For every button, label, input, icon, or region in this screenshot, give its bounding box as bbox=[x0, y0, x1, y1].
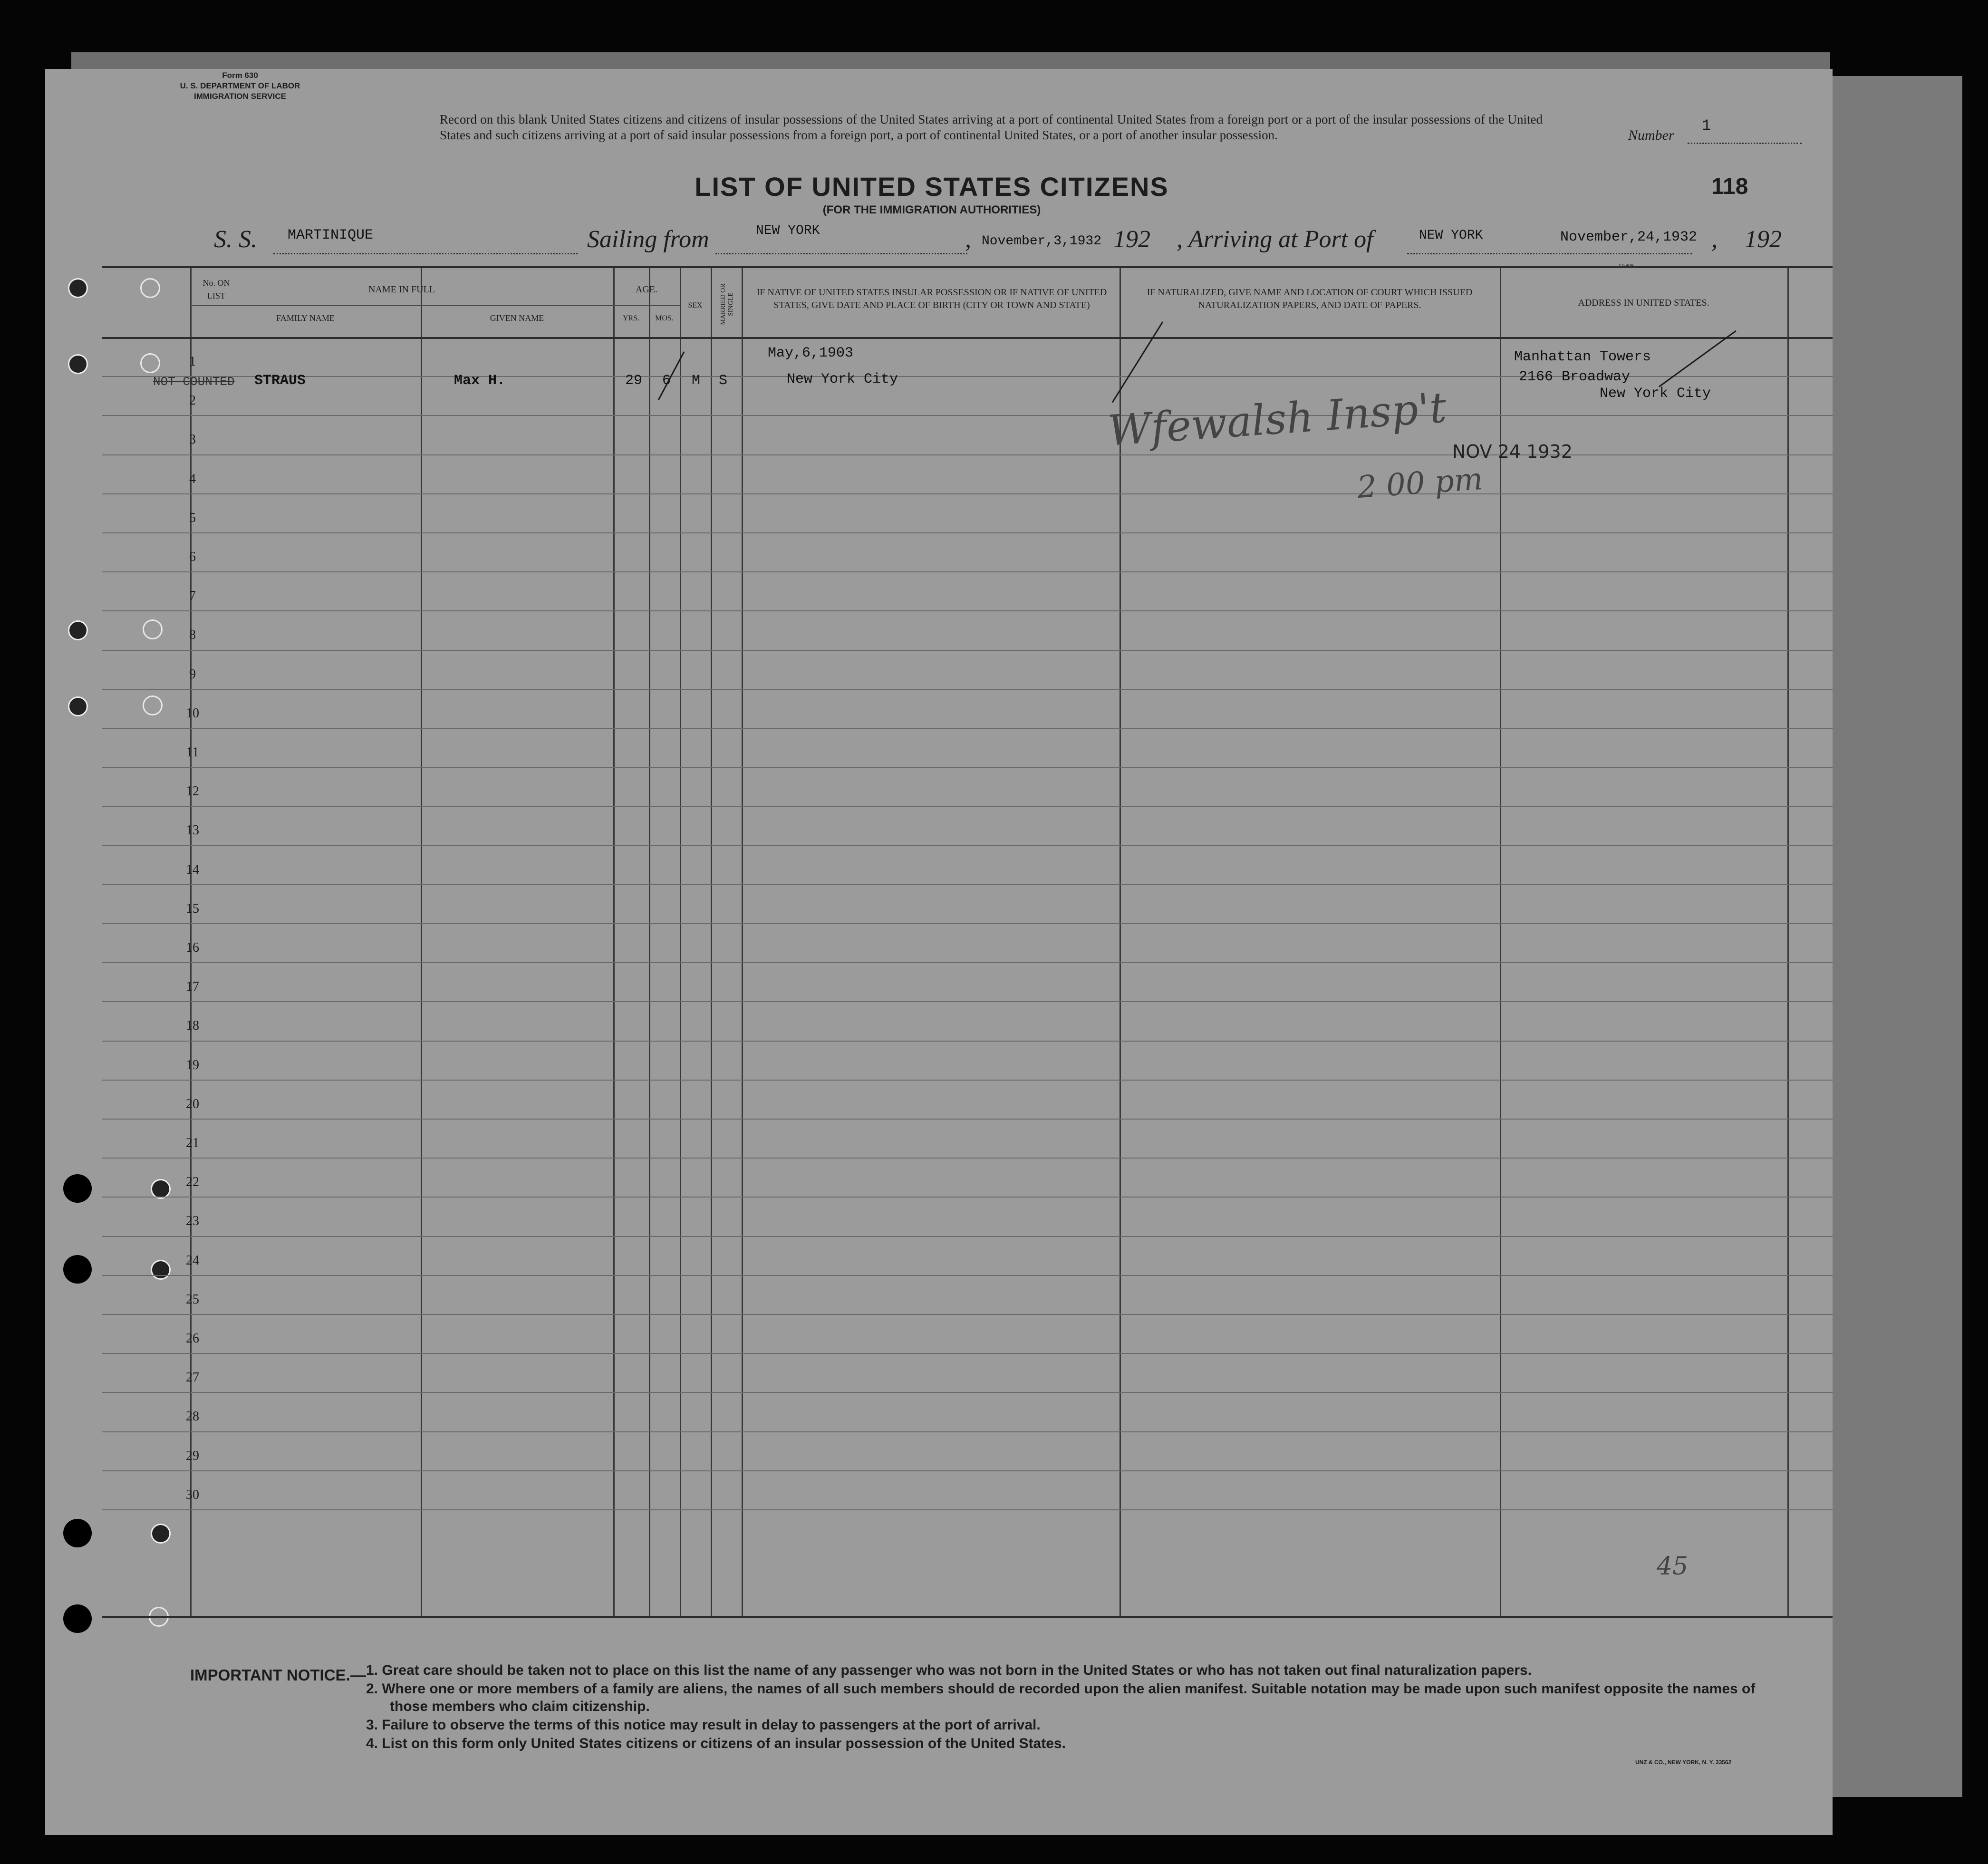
margin-note: NOT COUNTED bbox=[153, 375, 235, 389]
sailing-port: NEW YORK bbox=[756, 223, 820, 238]
header-naturalized: IF NATURALIZED, GIVE NAME AND LOCATION OF COURT WHICH ISSUED NATURALIZATION PAPERS, AND DATE OF PAPERS. bbox=[1147, 287, 1473, 310]
row-line bbox=[102, 493, 1833, 494]
row-number: 17 bbox=[186, 979, 199, 995]
row-line bbox=[102, 806, 1833, 807]
notice-item: 4. List on this form only United States citizens or citizens of an insular possession of the United States. bbox=[366, 1736, 1066, 1751]
entry-address-2: 2166 Broadway bbox=[1519, 369, 1631, 385]
row-number: 13 bbox=[186, 823, 199, 838]
date-stamp: NOV 24 1932 bbox=[1452, 441, 1573, 462]
year-suffix-1: 192 bbox=[1113, 226, 1150, 253]
row-line bbox=[102, 962, 1833, 963]
row-number: 29 bbox=[186, 1448, 199, 1463]
binder-hole bbox=[68, 354, 88, 374]
header-yrs: YRS. bbox=[622, 314, 640, 322]
row-line bbox=[102, 650, 1833, 651]
small-form-code: 14-808 bbox=[1619, 263, 1634, 269]
header-subline bbox=[190, 305, 680, 306]
row-number: 8 bbox=[189, 628, 196, 643]
header-given-name: GIVEN NAME bbox=[490, 313, 544, 323]
row-line bbox=[102, 923, 1833, 924]
col-line bbox=[1119, 268, 1121, 1616]
header-name-in-full: NAME IN FULL bbox=[368, 284, 435, 295]
row-line bbox=[102, 767, 1833, 768]
col-line bbox=[742, 268, 743, 1616]
entry-mos: 6 bbox=[662, 373, 671, 389]
col-line bbox=[680, 268, 681, 1616]
entry-yrs: 29 bbox=[625, 373, 643, 389]
row-number: 1 bbox=[189, 354, 196, 369]
back-page-edge bbox=[1821, 76, 1962, 1797]
row-line bbox=[102, 1470, 1833, 1471]
arrival-port: NEW YORK bbox=[1419, 228, 1483, 243]
col-line bbox=[711, 268, 712, 1616]
header-sex: SEX bbox=[688, 301, 703, 309]
row-number: 10 bbox=[186, 705, 199, 721]
row-number: 9 bbox=[189, 666, 196, 682]
entry-status: S bbox=[719, 373, 728, 389]
header-birth: IF NATIVE OF UNITED STATES INSULAR POSSESSION OR IF NATIVE OF UNITED STATES, GIVE DATE AND PLACE OF BIRTH (CITY OR TOWN AND STATE) bbox=[756, 287, 1107, 310]
sailing-label: Sailing from bbox=[587, 226, 709, 253]
row-number: 2 bbox=[189, 393, 196, 408]
entry-birth-place: New York City bbox=[787, 371, 898, 387]
entry-given-name: Max H. bbox=[454, 373, 506, 389]
row-number: 14 bbox=[186, 862, 199, 877]
row-line bbox=[102, 1353, 1833, 1354]
row-number: 3 bbox=[189, 432, 196, 447]
ss-label: S. S. bbox=[214, 226, 257, 253]
row-line bbox=[102, 532, 1833, 533]
row-line bbox=[102, 1275, 1833, 1276]
form-identifier bbox=[128, 70, 352, 102]
row-number: 15 bbox=[186, 901, 199, 916]
page-number: 118 bbox=[1711, 174, 1748, 199]
notice-item: 1. Great care should be taken not to place on this list the name of any passenger who was not born in the United States or who has not taken out final naturalization papers. bbox=[366, 1662, 1532, 1678]
header-family-name: FAMILY NAME bbox=[276, 313, 335, 323]
notice-item: 3. Failure to observe the terms of this notice may result in delay to passengers at the port of arrival. bbox=[366, 1717, 1041, 1733]
col-line bbox=[1787, 268, 1789, 1616]
entry-birth-date: May,6,1903 bbox=[768, 345, 854, 361]
header-mos: MOS. bbox=[655, 314, 674, 322]
arrival-port-line bbox=[1407, 253, 1692, 254]
row-number: 7 bbox=[189, 589, 196, 604]
header-married-single: MARRIED OR SINGLE bbox=[720, 283, 734, 325]
form-subtitle: (FOR THE IMMIGRATION AUTHORITIES) bbox=[822, 203, 1041, 216]
row-line bbox=[102, 1314, 1833, 1315]
printer-imprint: UNZ & CO., NEW YORK, N. Y. 33562 bbox=[1635, 1759, 1732, 1766]
year-suffix-2: 192 bbox=[1745, 226, 1782, 253]
form-instructions: Record on this blank United States citizens and citizens of insular possessions of the United States arriving at a port of continental United States from a foreign port or a port of the insular possessions of the United States and such citizens arriving at a port of said insular possessions from a foreign port, a port of continental United States, or a port of another insular possession. bbox=[440, 112, 1543, 142]
row-line bbox=[102, 1041, 1833, 1042]
col-line bbox=[649, 268, 650, 1616]
sailing-date: November,3,1932 bbox=[982, 234, 1102, 249]
arriving-label: , Arriving at Port of bbox=[1177, 226, 1373, 253]
comma-2: , bbox=[1711, 226, 1718, 253]
header-bottom bbox=[102, 337, 1833, 339]
entry-address-1: Manhattan Towers bbox=[1514, 349, 1651, 365]
row-number: 6 bbox=[189, 550, 196, 564]
row-line bbox=[102, 1431, 1833, 1432]
ship-field-line bbox=[273, 253, 578, 254]
header-age: AGE. bbox=[635, 284, 658, 295]
notice-item: 2. Where one or more members of a family are aliens, the names of all such members should de recorded upon the alien manifest. Suitable notation may be made upon such manifest opposite the names of those members who claim citizenship. bbox=[366, 1681, 1756, 1714]
row-number: 5 bbox=[189, 510, 196, 525]
passenger-table bbox=[102, 266, 1833, 1618]
entry-sex: M bbox=[692, 373, 701, 389]
form-number: Form 630 bbox=[222, 71, 258, 80]
row-number: 22 bbox=[186, 1175, 199, 1190]
time-note: 2 00 pm bbox=[1356, 461, 1484, 506]
entry-address-3: New York City bbox=[1600, 386, 1711, 402]
row-number: 12 bbox=[186, 784, 199, 799]
col-line bbox=[421, 268, 422, 1616]
number-value: 1 bbox=[1702, 117, 1711, 135]
number-field-line bbox=[1688, 143, 1802, 144]
row-number: 21 bbox=[186, 1136, 199, 1150]
binder-hole bbox=[63, 1174, 92, 1203]
binder-hole bbox=[68, 278, 88, 298]
col-line bbox=[1500, 268, 1501, 1616]
sailing-port-line bbox=[715, 253, 967, 254]
row-number: 27 bbox=[186, 1370, 199, 1385]
entry-family-name: STRAUS bbox=[254, 373, 306, 389]
binder-hole bbox=[63, 1255, 92, 1284]
form-title: LIST OF UNITED STATES CITIZENS bbox=[695, 172, 1169, 202]
row-line bbox=[102, 1236, 1833, 1237]
count-note: 45 bbox=[1657, 1552, 1689, 1581]
row-line bbox=[102, 689, 1833, 690]
row-line bbox=[102, 1158, 1833, 1159]
col-line bbox=[613, 268, 615, 1616]
binder-hole bbox=[63, 1519, 92, 1547]
notice-list bbox=[366, 1661, 1768, 1753]
comma-1: , bbox=[965, 226, 971, 253]
row-number: 26 bbox=[186, 1331, 199, 1346]
row-line bbox=[102, 1080, 1833, 1081]
row-number: 28 bbox=[186, 1409, 199, 1424]
row-line bbox=[102, 845, 1833, 846]
arrival-date: November,24,1932 bbox=[1560, 229, 1698, 245]
row-number: 4 bbox=[189, 471, 196, 486]
row-number: 24 bbox=[186, 1253, 199, 1268]
row-number: 19 bbox=[186, 1057, 199, 1072]
row-line bbox=[102, 415, 1833, 416]
binder-hole bbox=[68, 696, 88, 716]
row-line bbox=[102, 884, 1833, 885]
ship-name: MARTINIQUE bbox=[288, 227, 374, 243]
row-line bbox=[102, 610, 1833, 611]
row-number: 23 bbox=[186, 1214, 199, 1229]
row-line bbox=[102, 728, 1833, 729]
row-line bbox=[102, 1509, 1833, 1510]
header-address: ADDRESS IN UNITED STATES. bbox=[1578, 298, 1709, 308]
row-number: 25 bbox=[186, 1292, 199, 1307]
row-number: 20 bbox=[186, 1096, 199, 1111]
notice-heading: IMPORTANT NOTICE.— bbox=[190, 1666, 366, 1684]
row-line bbox=[102, 454, 1833, 455]
row-line bbox=[102, 1197, 1833, 1198]
inspector-signature: Wfewalsh Insp't bbox=[1106, 383, 1448, 455]
row-line bbox=[102, 571, 1833, 572]
number-label: Number bbox=[1628, 127, 1674, 143]
row-line bbox=[102, 1001, 1833, 1002]
binder-hole bbox=[63, 1604, 92, 1633]
department-name: U. S. DEPARTMENT OF LABOR bbox=[180, 81, 300, 90]
header-no-on-list: No. ON LIST bbox=[203, 278, 230, 300]
row-line bbox=[102, 1392, 1833, 1393]
row-number: 18 bbox=[186, 1018, 199, 1033]
row-number: 11 bbox=[186, 745, 199, 760]
binder-hole bbox=[68, 620, 88, 640]
service-name: IMMIGRATION SERVICE bbox=[194, 92, 286, 101]
row-line bbox=[102, 1119, 1833, 1120]
row-number: 16 bbox=[186, 940, 199, 955]
row-number: 30 bbox=[186, 1487, 199, 1502]
